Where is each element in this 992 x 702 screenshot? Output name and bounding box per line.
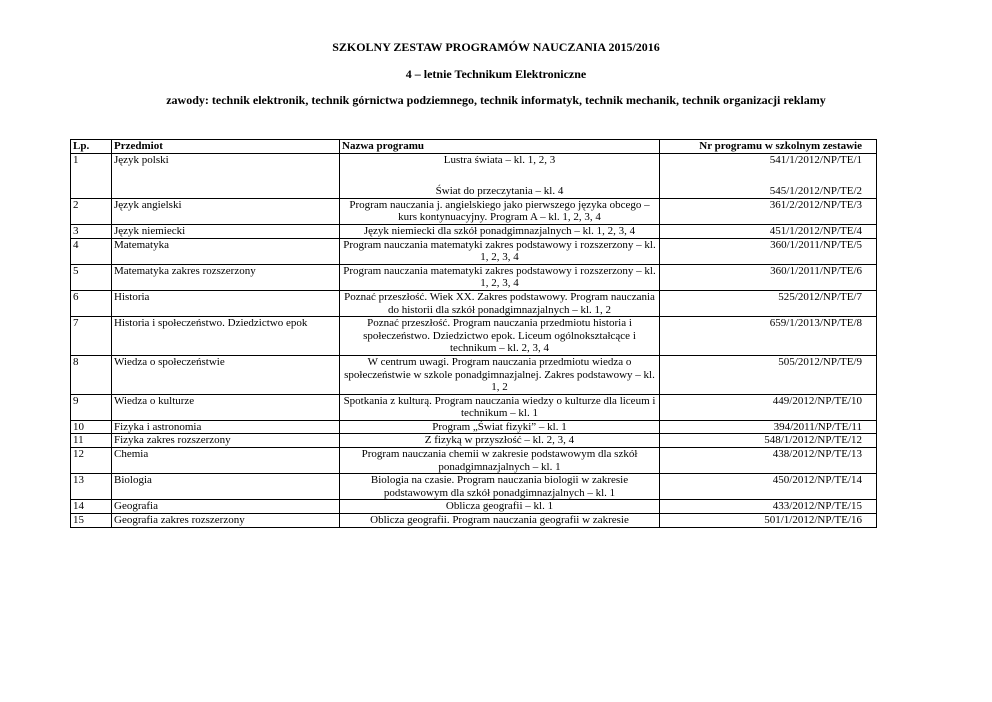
row-lp: 9	[71, 394, 112, 420]
row-program: W centrum uwagi. Program nauczania przedmiotu wiedza o społeczeństwie w szkole ponadgimnazjalnej. Zakres podstawowy – kl. 1, 2	[340, 355, 660, 394]
row-number-2: 545/1/2012/NP/TE/2	[769, 185, 862, 198]
row-lp: 6	[71, 290, 112, 316]
row-lp: 5	[71, 264, 112, 290]
table-row	[71, 500, 877, 514]
header-program: Nazwa programu	[340, 140, 660, 154]
table-row	[71, 434, 877, 448]
table-row	[71, 474, 877, 500]
row-number: 450/2012/NP/TE/14	[660, 474, 877, 500]
row-subject: Matematyka	[112, 238, 340, 264]
row-program: Oblicza geografii. Program nauczania geografii w zakresie	[340, 514, 660, 528]
document-title: SZKOLNY ZESTAW PROGRAMÓW NAUCZANIA 2015/2016	[332, 40, 660, 54]
header-lp: Lp.	[71, 140, 112, 154]
row-number: 438/2012/NP/TE/13	[660, 448, 877, 474]
row-subject: Chemia	[112, 448, 340, 474]
row-lp: 8	[71, 355, 112, 394]
row-subject: Geografia	[112, 500, 340, 514]
row-number: 451/1/2012/NP/TE/4	[660, 224, 877, 238]
row-program: Język niemiecki dla szkół ponadgimnazjalnych – kl. 1, 2, 3, 4	[340, 224, 660, 238]
row-number: 360/1/2011/NP/TE/5	[660, 238, 877, 264]
row-program: Biologia na czasie. Program nauczania biologii w zakresie podstawowym dla szkół ponadgimnazjalnych – kl. 1	[340, 474, 660, 500]
row-lp: 3	[71, 224, 112, 238]
row-lp: 12	[71, 448, 112, 474]
table-row	[71, 514, 877, 528]
row-program: Program nauczania j. angielskiego jako pierwszego języka obcego – kurs kontynuacyjny. Program A – kl. 1, 2, 3, 4	[340, 198, 660, 224]
row-number: 361/2/2012/NP/TE/3	[660, 198, 877, 224]
row-subject: Język niemiecki	[112, 224, 340, 238]
curriculum-table	[70, 139, 877, 528]
row-program: Program „Świat fizyki” – kl. 1	[340, 420, 660, 434]
row-lp: 15	[71, 514, 112, 528]
row-subject: Język polski	[112, 153, 340, 198]
row-subject: Język angielski	[112, 198, 340, 224]
school-type: 4 – letnie Technikum Elektroniczne	[405, 67, 587, 81]
row-program: Program nauczania chemii w zakresie podstawowym dla szkół ponadgimnazjalnych – kl. 1	[340, 448, 660, 474]
row-program: Oblicza geografii – kl. 1	[340, 500, 660, 514]
row-subject: Matematyka zakres rozszerzony	[112, 264, 340, 290]
row-lp: 4	[71, 238, 112, 264]
row-program-line-2: Świat do przeczytania – kl. 4	[435, 185, 564, 198]
row-lp: 14	[71, 500, 112, 514]
row-spacer	[662, 166, 862, 185]
table-row	[71, 448, 877, 474]
row-number: 659/1/2013/NP/TE/8	[660, 317, 877, 356]
header-number: Nr programu w szkolnym zestawie	[660, 140, 877, 154]
professions-line: zawody: technik elektronik, technik górnictwa podziemnego, technik informatyk, technik mechanik, technik organizacji reklamy	[166, 93, 826, 107]
table-row	[71, 153, 877, 198]
row-number-1: 541/1/2012/NP/TE/1	[769, 153, 862, 166]
row-number: 449/2012/NP/TE/10	[660, 394, 877, 420]
row-program	[340, 153, 660, 198]
table-row	[71, 420, 877, 434]
row-spacer	[342, 166, 657, 185]
row-number: 505/2012/NP/TE/9	[660, 355, 877, 394]
table-row	[71, 290, 877, 316]
row-number: 433/2012/NP/TE/15	[660, 500, 877, 514]
row-number: 394/2011/NP/TE/11	[660, 420, 877, 434]
row-subject: Fizyka zakres rozszerzony	[112, 434, 340, 448]
table-row	[71, 224, 877, 238]
row-number: 525/2012/NP/TE/7	[660, 290, 877, 316]
row-subject: Fizyka i astronomia	[112, 420, 340, 434]
row-subject: Historia	[112, 290, 340, 316]
table-row	[71, 394, 877, 420]
table-header-row	[71, 140, 877, 154]
row-lp: 10	[71, 420, 112, 434]
row-number: 360/1/2011/NP/TE/6	[660, 264, 877, 290]
row-program: Program nauczania matematyki zakres podstawowy i rozszerzony – kl. 1, 2, 3, 4	[340, 264, 660, 290]
row-number	[660, 153, 877, 198]
row-subject: Historia i społeczeństwo. Dziedzictwo epok	[112, 317, 340, 356]
row-lp: 7	[71, 317, 112, 356]
row-subject: Wiedza o kulturze	[112, 394, 340, 420]
row-lp: 11	[71, 434, 112, 448]
row-lp: 13	[71, 474, 112, 500]
row-subject: Biologia	[112, 474, 340, 500]
row-program: Program nauczania matematyki zakres podstawowy i rozszerzony – kl. 1, 2, 3, 4	[340, 238, 660, 264]
row-lp: 2	[71, 198, 112, 224]
header-subject: Przedmiot	[112, 140, 340, 154]
row-program: Z fizyką w przyszłość – kl. 2, 3, 4	[340, 434, 660, 448]
table-row	[71, 317, 877, 356]
table-row	[71, 238, 877, 264]
row-subject: Wiedza o społeczeństwie	[112, 355, 340, 394]
table-row	[71, 355, 877, 394]
row-program: Spotkania z kulturą. Program nauczania wiedzy o kulturze dla liceum i technikum – kl. 1	[340, 394, 660, 420]
row-program: Poznać przeszłość. Wiek XX. Zakres podstawowy. Program nauczania do historii dla szkół ponadgimnazjalnych – kl. 1, 2	[340, 290, 660, 316]
row-number: 548/1/2012/NP/TE/12	[660, 434, 877, 448]
table-row	[71, 198, 877, 224]
row-number: 501/1/2012/NP/TE/16	[660, 514, 877, 528]
row-lp: 1	[71, 153, 112, 198]
table-row	[71, 264, 877, 290]
row-program-line-1: Lustra świata – kl. 1, 2, 3	[443, 153, 556, 166]
row-program: Poznać przeszłość. Program nauczania przedmiotu historia i społeczeństwo. Dziedzictwo epok. Liceum ogólnokształcące i technikum – kl. 2, 3, 4	[340, 317, 660, 356]
row-subject: Geografia zakres rozszerzony	[112, 514, 340, 528]
